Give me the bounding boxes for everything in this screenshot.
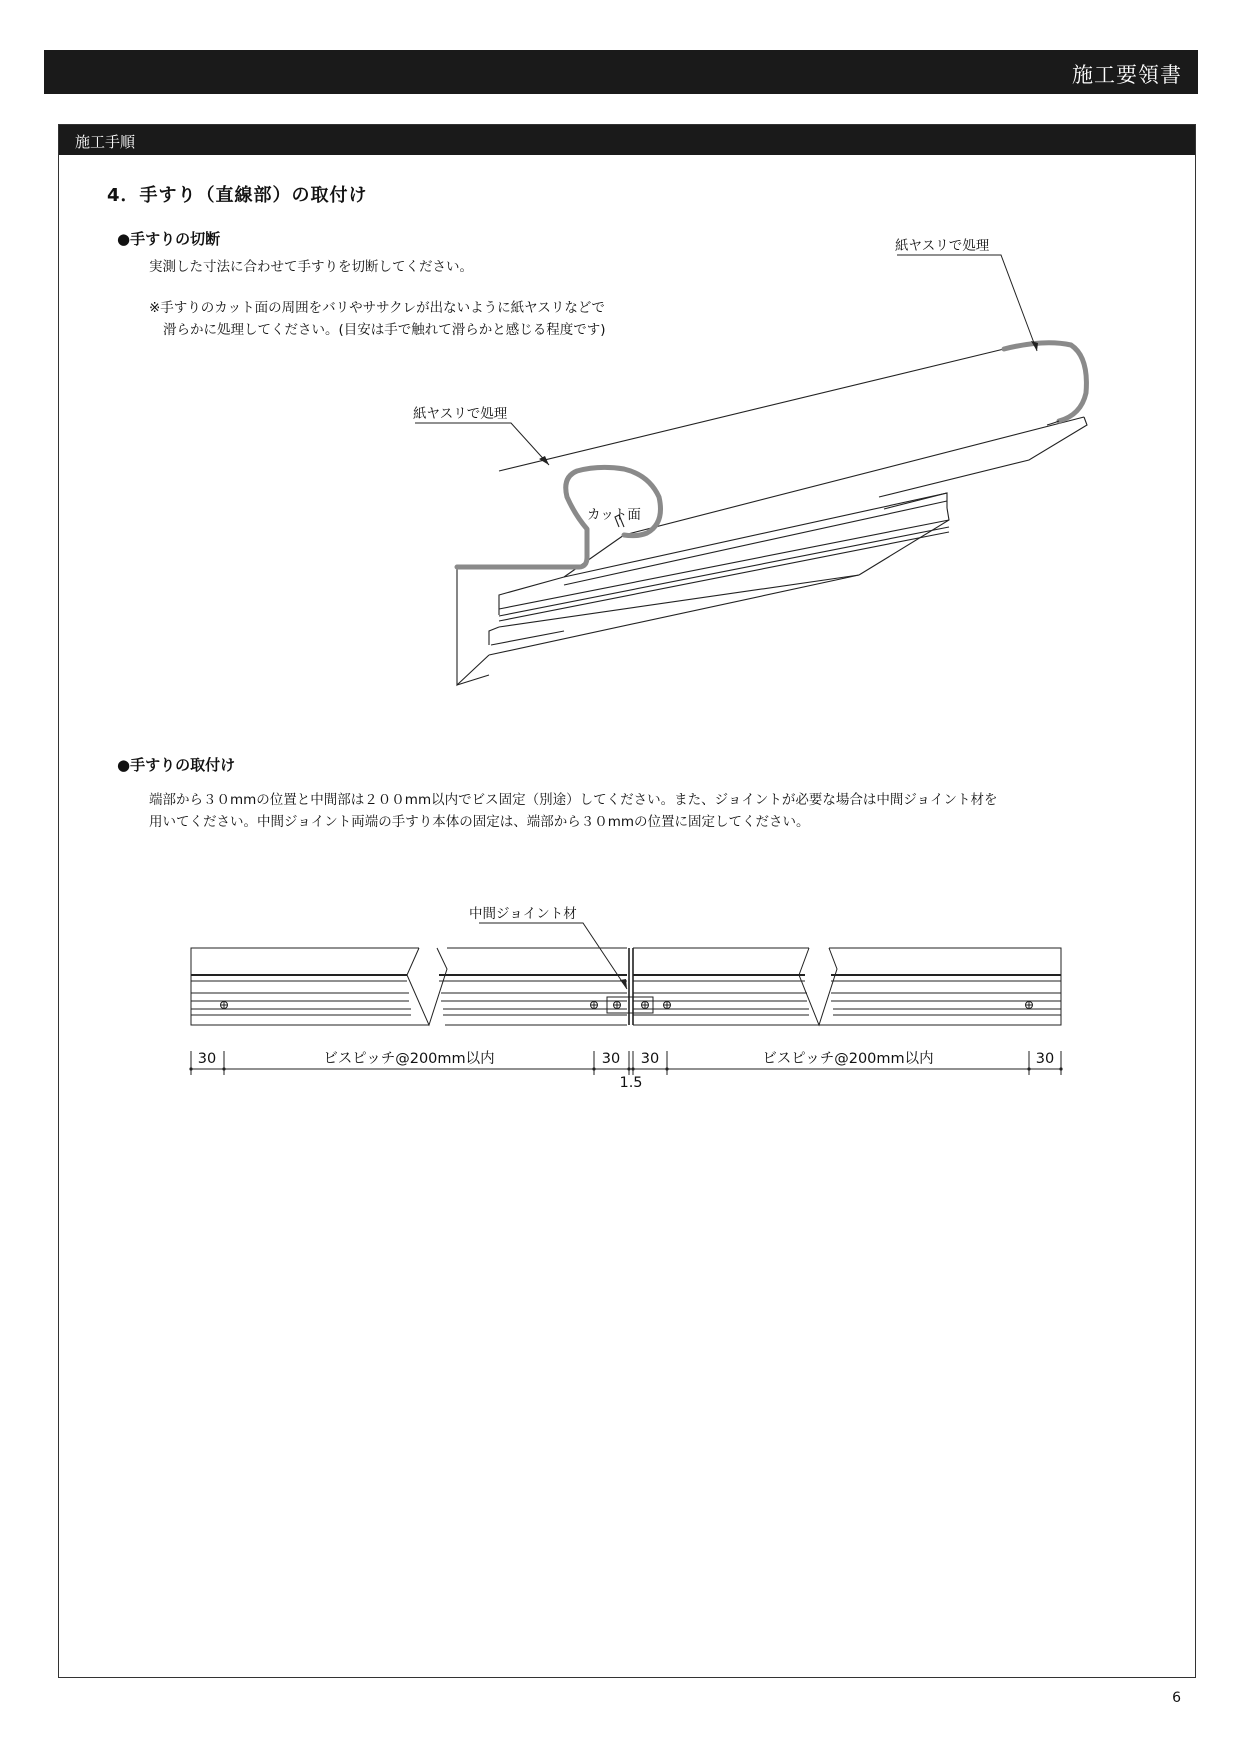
dim-30-d: 30	[1035, 1051, 1055, 1067]
label-joint: 中間ジョイント材	[469, 906, 577, 922]
pitch-right: ビスピッチ@200mm以内	[762, 1051, 934, 1067]
step-heading: 4．手すり（直線部）の取付け	[107, 185, 368, 206]
content-frame	[58, 124, 1196, 1678]
mounting-heading: ●手すりの取付け	[117, 756, 236, 774]
document-title: 施工要領書	[1072, 63, 1182, 87]
cutting-heading: ●手すりの切断	[117, 230, 221, 248]
dim-30-a: 30	[197, 1051, 217, 1067]
cutting-note-line2: 滑らかに処理してください。(目安は手で触れて滑らかと感じる程度です)	[163, 322, 606, 338]
mounting-text	[149, 789, 998, 833]
label-sand-left: 紙ヤスリで処理	[413, 406, 508, 422]
mounting-text-line1: 端部から３０mmの位置と中間部は２００mm以内でビス固定（別途）してください。また、ジョイントが必要な場合は中間ジョイント材を	[149, 792, 998, 808]
handrail-cut-diagram	[59, 125, 1197, 845]
mounting-text-line2: 用いてください。中間ジョイント両端の手すり本体の固定は、端部から３０mmの位置に固定してください。	[149, 814, 810, 830]
dim-30-c: 30	[640, 1051, 660, 1067]
page-number: 6	[1172, 1690, 1181, 1706]
label-cut-face: カット面	[587, 507, 641, 523]
handrail-fixing-diagram	[59, 865, 1197, 1265]
label-sand-top: 紙ヤスリで処理	[895, 238, 990, 254]
section-title: 施工手順	[75, 133, 136, 151]
pitch-left: ビスピッチ@200mm以内	[323, 1051, 495, 1067]
dim-gap: 1.5	[619, 1075, 643, 1091]
dim-30-b: 30	[601, 1051, 621, 1067]
cutting-text: 実測した寸法に合わせて手すりを切断してください。	[149, 259, 473, 275]
cutting-note-line1: ※手すりのカット面の周囲をバリやササクレが出ないように紙ヤスリなどで	[149, 300, 605, 316]
document-header-bar	[44, 50, 1198, 94]
